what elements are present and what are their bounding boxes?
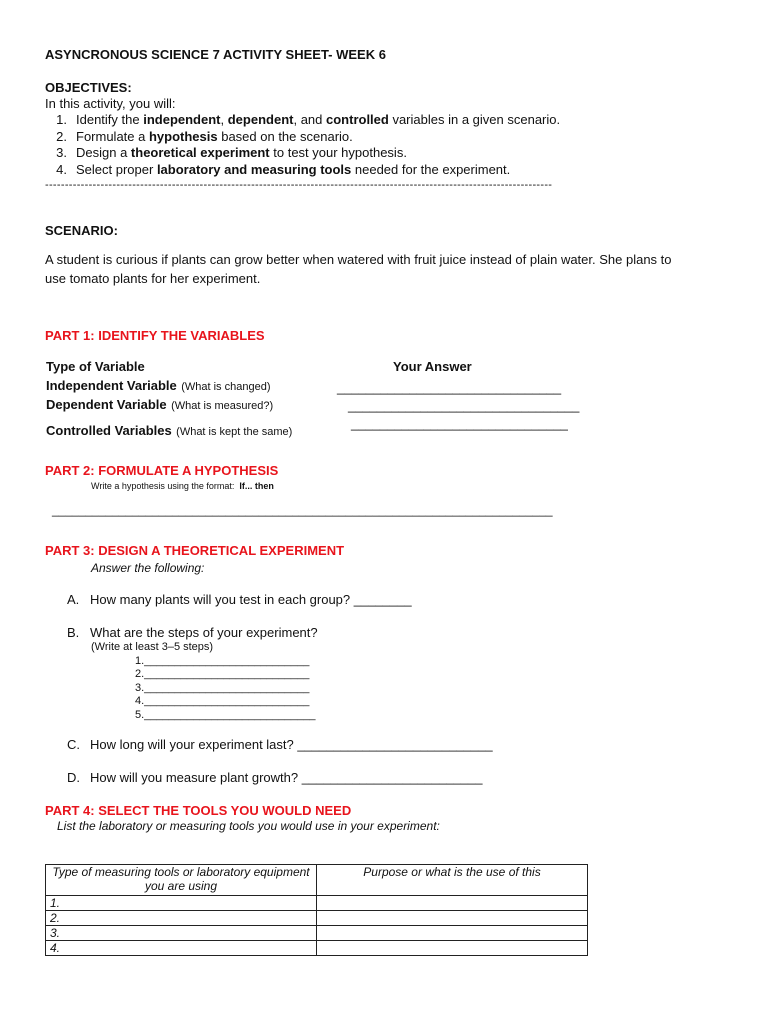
part2-heading: PART 2: FORMULATE A HYPOTHESIS xyxy=(45,463,279,478)
dashed-divider: -------------------------------------------------------------------------------------------------------------------------------- xyxy=(45,179,553,191)
purpose-cell[interactable] xyxy=(317,926,588,941)
scenario-line-1: A student is curious if plants can grow better when watered with fruit juice instead of plain water. She plans to xyxy=(45,252,672,267)
step-blank[interactable]: 2.___________________________ xyxy=(135,668,310,681)
table-row xyxy=(46,911,588,926)
variable-label: Controlled Variables xyxy=(46,423,172,438)
objective-item: 3. Design a theoretical experiment to test your hypothesis. xyxy=(56,145,407,160)
objective-text: Design a xyxy=(76,145,131,160)
emphasis-text: controlled xyxy=(326,112,389,127)
tool-cell[interactable]: 1. xyxy=(46,896,317,911)
table-header-purpose: Purpose or what is the use of this xyxy=(317,865,588,896)
variable-hint: (What is changed) xyxy=(181,381,271,393)
variable-label: Independent Variable xyxy=(46,378,177,393)
variable-hint: (What is measured?) xyxy=(171,400,274,412)
objectives-intro: In this activity, you will: xyxy=(45,96,176,111)
table-row xyxy=(46,926,588,941)
purpose-cell[interactable] xyxy=(317,896,588,911)
scenario-heading: SCENARIO: xyxy=(45,223,118,238)
emphasis-text: independent xyxy=(143,112,221,127)
independent-variable-row xyxy=(46,377,270,395)
col-your-answer: Your Answer xyxy=(393,359,472,374)
controlled-variables-row xyxy=(46,422,292,440)
table-row xyxy=(46,941,588,956)
emphasis-text: theoretical experiment xyxy=(130,145,270,160)
question-b: B. What are the steps of your experiment? xyxy=(67,625,318,640)
part3-heading: PART 3: DESIGN A THEORETICAL EXPERIMENT xyxy=(45,543,345,558)
col-type-of-variable: Type of Variable xyxy=(46,359,145,374)
page-title: ASYNCRONOUS SCIENCE 7 ACTIVITY SHEET- WEEK 6 xyxy=(45,47,386,62)
objectives-list xyxy=(45,112,560,178)
purpose-cell[interactable] xyxy=(317,941,588,956)
controlled-answer-blank[interactable]: ______________________________ xyxy=(351,416,568,431)
question-d: D. How will you measure plant growth? _________________________ xyxy=(67,770,483,785)
emphasis-text: hypothesis xyxy=(148,128,218,144)
objective-text: needed for the experiment. xyxy=(351,161,511,177)
part4-instruction: List the laboratory or measuring tools you would use in your experiment: xyxy=(57,819,440,833)
objective-text: Formulate a xyxy=(76,128,149,144)
objective-item: 2. Formulate a hypothesis based on the scenario. xyxy=(56,128,353,144)
step-blank[interactable]: 3.___________________________ xyxy=(135,681,310,694)
objective-text: Select proper xyxy=(76,161,157,177)
variable-hint: (What is kept the same) xyxy=(176,426,293,438)
objectives-heading: OBJECTIVES: xyxy=(45,80,132,95)
part1-heading: PART 1: IDENTIFY THE VARIABLES xyxy=(45,328,265,343)
objective-item: 4. Select proper laboratory and measuring tools needed for the experiment. xyxy=(56,161,511,177)
independent-answer-blank[interactable]: _______________________________ xyxy=(337,380,562,395)
emphasis-text: dependent xyxy=(227,112,294,127)
tool-cell[interactable]: 2. xyxy=(46,911,317,926)
step-blank[interactable]: 1.___________________________ xyxy=(135,655,310,667)
tool-cell[interactable]: 4. xyxy=(46,941,317,956)
objective-item: 1. Identify the independent, dependent, and controlled variables in a given scenario. xyxy=(56,112,561,127)
dependent-answer-blank[interactable]: ________________________________ xyxy=(348,398,580,413)
question-c: C. How long will your experiment last? ___________________________ xyxy=(67,737,493,752)
tool-cell[interactable]: 3. xyxy=(46,926,317,941)
hypothesis-blank[interactable]: ___________________________________________________________________________ xyxy=(52,503,553,517)
scenario-line-2: use tomato plants for her experiment. xyxy=(45,271,261,286)
if-then-format: If... then xyxy=(239,481,274,491)
question-a: A. How many plants will you test in each group? ________ xyxy=(67,592,412,607)
dependent-variable-row xyxy=(46,396,273,414)
tools-table xyxy=(45,864,588,956)
purpose-cell[interactable] xyxy=(317,911,588,926)
objective-text: Identify the xyxy=(76,112,144,127)
objective-text: to test your hypothesis. xyxy=(269,145,407,160)
table-header-tool: Type of measuring tools or laboratory equipment you are using xyxy=(46,865,317,896)
part3-instruction: Answer the following: xyxy=(91,561,205,575)
step-blank[interactable]: 5.____________________________ xyxy=(135,708,316,721)
part2-instruction: Write a hypothesis using the format: If... then xyxy=(91,481,274,491)
objective-text: variables in a given scenario. xyxy=(388,112,561,127)
variable-label: Dependent Variable xyxy=(46,397,167,412)
emphasis-text: laboratory and measuring tools xyxy=(156,161,352,177)
step-blank[interactable]: 4.___________________________ xyxy=(135,695,310,708)
table-row xyxy=(46,896,588,911)
objective-text: , xyxy=(220,112,228,127)
objective-text: , and xyxy=(293,112,326,127)
objective-text: based on the scenario. xyxy=(217,128,353,144)
part4-heading: PART 4: SELECT THE TOOLS YOU WOULD NEED xyxy=(45,803,352,818)
question-b-hint: (Write at least 3–5 steps) xyxy=(91,641,214,653)
steps-list xyxy=(135,655,315,722)
